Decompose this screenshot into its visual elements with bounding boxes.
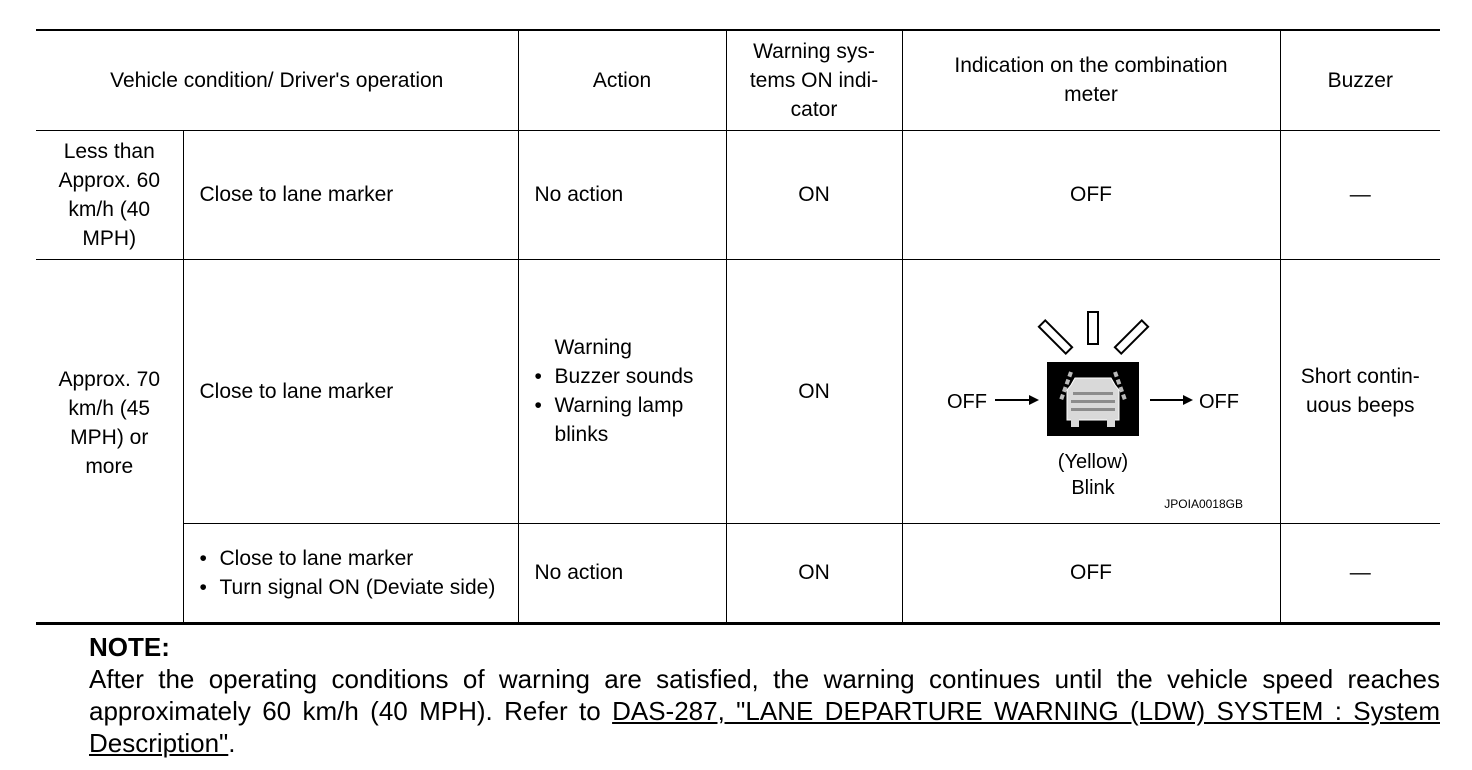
lamp-color-label: (Yellow) — [1057, 450, 1128, 473]
operation-cell: Close to lane marker — [183, 259, 518, 523]
header-action: Action — [518, 30, 726, 130]
table-header-row — [36, 30, 1440, 130]
speed-cell: Less than Approx. 60 km/h (40 MPH) — [36, 130, 183, 259]
arrow-right-icon — [1029, 395, 1039, 405]
operation-cell — [183, 523, 518, 623]
note-tail: . — [228, 728, 236, 758]
blink-rays — [1038, 312, 1147, 354]
meter-diagram-cell — [902, 259, 1280, 523]
header-buzzer: Buzzer — [1280, 30, 1440, 130]
action-cell — [518, 259, 726, 523]
buzzer-cell: — — [1280, 130, 1440, 259]
speed-text: Approx. 70 km/h (45 MPH) or more — [58, 368, 161, 478]
ldw-operation-table — [36, 29, 1440, 625]
arrow-right-icon — [1183, 395, 1193, 405]
meter-cell: OFF — [902, 130, 1280, 259]
list-item: • Buzzer sounds — [531, 362, 720, 391]
indicator-cell: ON — [726, 523, 902, 623]
meter-off-after-label: OFF — [1198, 390, 1239, 413]
ray-right — [1114, 320, 1147, 353]
note-text: After the operating conditions of warning are satisfied, the warning continues until the vehicle speed reaches approximately 60 km/h (40 MPH). Refer to — [89, 664, 1440, 726]
operation-list — [196, 544, 512, 602]
list-item: • Turn signal ON (Deviate side) — [196, 573, 512, 602]
header-warning-indicator — [726, 30, 902, 130]
table-row — [36, 130, 1440, 259]
header-vehicle-condition: Vehicle condition/ Driver's operation — [36, 30, 518, 130]
buzzer-cell: — — [1280, 523, 1440, 623]
operation-cell: Close to lane marker — [183, 130, 518, 259]
note-body — [89, 663, 1440, 759]
ldw-lamp-illustration — [903, 260, 1281, 523]
car-icon — [1067, 378, 1119, 420]
list-item: • Close to lane marker — [196, 544, 512, 573]
action-cell: No action — [518, 130, 726, 259]
header-indicator-line: cator — [790, 97, 838, 121]
meter-cell: OFF — [902, 523, 1280, 623]
speed-cell — [36, 259, 183, 623]
note-title: NOTE: — [89, 632, 170, 662]
ray-left — [1038, 320, 1071, 353]
table-row — [36, 523, 1440, 623]
meter-off-before-label: OFF — [946, 390, 987, 413]
table-row — [36, 259, 1440, 523]
indicator-cell: ON — [726, 130, 902, 259]
action-warning-title: Warning — [554, 336, 632, 359]
ray-center — [1088, 312, 1098, 344]
ldw-lamp-diagram — [903, 260, 1280, 523]
action-list — [531, 362, 720, 449]
figure-id-label: JPOIA0018GB — [1163, 496, 1243, 511]
header-indicator-line: tems ON indi- — [749, 68, 879, 92]
lamp-state-label: Blink — [1070, 476, 1115, 499]
buzzer-cell: Short contin-uous beeps — [1280, 259, 1440, 523]
header-combination-meter: Indication on the combination meter — [902, 30, 1280, 130]
indicator-cell: ON — [726, 259, 902, 523]
das-287-reference-link[interactable]: DAS-287, "LANE DEPARTURE WARNING (LDW) SYSTEM : System Description" — [89, 696, 1440, 758]
header-indicator-line: Warning sys- — [753, 39, 875, 63]
note-block — [89, 631, 1440, 759]
list-item: • Warning lamp blinks — [531, 391, 720, 449]
action-cell: No action — [518, 523, 726, 623]
